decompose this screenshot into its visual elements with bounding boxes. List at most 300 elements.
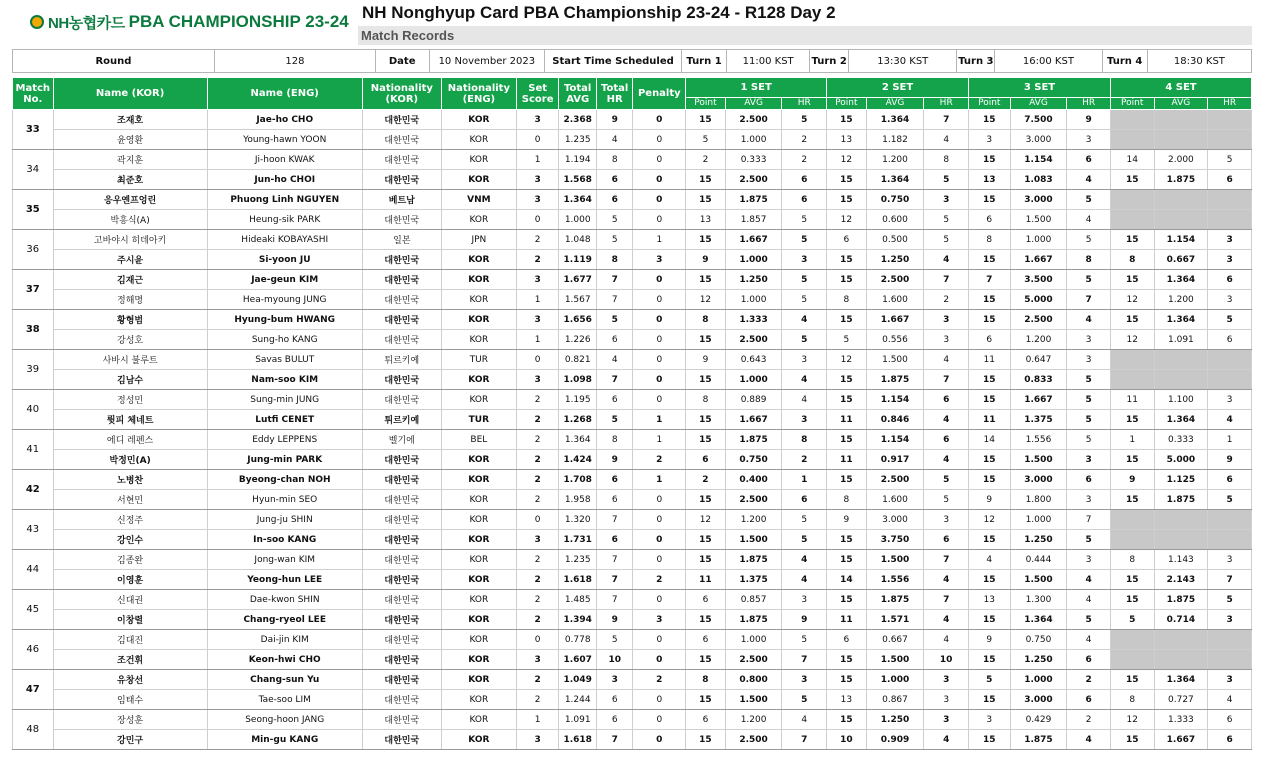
set-1-avg: 0.800: [725, 670, 782, 690]
total-avg: 1.424: [559, 450, 597, 470]
header-match-no: Match No.: [13, 78, 54, 110]
set-4-avg: 1.333: [1154, 710, 1208, 730]
set-1-hr: 3: [782, 350, 827, 370]
set-score: 2: [516, 450, 559, 470]
player-nationality-eng: TUR: [441, 350, 516, 370]
set-3-avg: 1.300: [1010, 590, 1067, 610]
total-hr: 9: [596, 450, 633, 470]
table-row: [13, 350, 1252, 370]
set-3-avg: 0.429: [1010, 710, 1067, 730]
total-avg: 1.091: [559, 710, 597, 730]
penalty: 0: [633, 130, 686, 150]
set-3-hr: 9: [1067, 110, 1111, 130]
player-name-kor: 박정민(A): [53, 450, 207, 470]
player-name-kor: 주시윤: [53, 250, 207, 270]
logo-brand-text: NH농협카드: [48, 14, 125, 32]
penalty: 2: [633, 570, 686, 590]
player-nationality-kor: 대한민국: [362, 330, 441, 350]
set-2-avg: 1.182: [866, 130, 924, 150]
match-number: 38: [13, 310, 54, 350]
total-avg: 1.268: [559, 410, 597, 430]
match-number: 40: [13, 390, 54, 430]
set-4-hr-empty: [1208, 650, 1252, 670]
set-1-avg: 0.857: [725, 590, 782, 610]
penalty: 2: [633, 450, 686, 470]
table-row: [13, 510, 1252, 530]
total-avg: 0.821: [559, 350, 597, 370]
total-hr: 5: [596, 210, 633, 230]
penalty: 1: [633, 430, 686, 450]
set-2-point: 15: [827, 470, 867, 490]
player-name-kor: 서현민: [53, 490, 207, 510]
table-row: [13, 110, 1252, 130]
total-hr: 9: [596, 610, 633, 630]
set-score: 2: [516, 610, 559, 630]
set-2-hr: 7: [924, 370, 969, 390]
table-row: [13, 490, 1252, 510]
header-nationality-kor: Nationality (KOR): [362, 78, 441, 110]
set-3-avg: 1.667: [1010, 250, 1067, 270]
player-name-kor: 최준호: [53, 170, 207, 190]
player-name-eng: Yeong-hun LEE: [207, 570, 362, 590]
set-2-point: 15: [827, 530, 867, 550]
set-3-point: 12: [969, 510, 1011, 530]
set-4-hr: 3: [1208, 550, 1252, 570]
total-avg: 1.618: [559, 570, 597, 590]
set-1-hr: 5: [782, 210, 827, 230]
set-1-avg: 0.889: [725, 390, 782, 410]
player-nationality-eng: KOR: [441, 110, 516, 130]
set-2-point: 13: [827, 130, 867, 150]
player-nationality-eng: KOR: [441, 290, 516, 310]
player-name-eng: Young-hawn YOON: [207, 130, 362, 150]
player-nationality-kor: 대한민국: [362, 670, 441, 690]
set-3-hr: 5: [1067, 530, 1111, 550]
set-2-hr: 5: [924, 210, 969, 230]
set-score: 2: [516, 670, 559, 690]
set-2-avg: 0.750: [866, 190, 924, 210]
set-2-avg: 0.667: [866, 630, 924, 650]
player-nationality-kor: 대한민국: [362, 570, 441, 590]
set-3-hr: 3: [1067, 130, 1111, 150]
set-1-avg: 1.857: [725, 210, 782, 230]
total-hr: 6: [596, 470, 633, 490]
penalty: 0: [633, 290, 686, 310]
player-nationality-eng: KOR: [441, 250, 516, 270]
player-nationality-eng: KOR: [441, 510, 516, 530]
set-2-hr: 3: [924, 690, 969, 710]
penalty: 3: [633, 250, 686, 270]
set-2-avg: 2.500: [866, 470, 924, 490]
set-2-point: 15: [827, 170, 867, 190]
set-2-hr: 6: [924, 390, 969, 410]
set-1-hr: 4: [782, 310, 827, 330]
set-2-avg: 1.364: [866, 110, 924, 130]
set-1-point: 15: [686, 410, 726, 430]
total-hr: 4: [596, 350, 633, 370]
set-2-avg: 1.000: [866, 670, 924, 690]
set-1-point: 9: [686, 250, 726, 270]
set-4-point-empty: [1110, 210, 1154, 230]
round-label: Round: [13, 50, 215, 73]
set-3-hr: 6: [1067, 690, 1111, 710]
set-3-hr: 4: [1067, 570, 1111, 590]
total-avg: 1.049: [559, 670, 597, 690]
player-nationality-kor: 대한민국: [362, 550, 441, 570]
total-avg: 1.394: [559, 610, 597, 630]
table-row: [13, 270, 1252, 290]
set-2-avg: 1.154: [866, 430, 924, 450]
set-score: 2: [516, 590, 559, 610]
set-3-avg: 0.750: [1010, 630, 1067, 650]
total-avg: 1.364: [559, 190, 597, 210]
set-2-point: 8: [827, 490, 867, 510]
table-row: [13, 650, 1252, 670]
set-1-hr: 5: [782, 630, 827, 650]
header-nationality-eng: Nationality (ENG): [441, 78, 516, 110]
player-name-eng: Byeong-chan NOH: [207, 470, 362, 490]
set-4-avg: 1.364: [1154, 670, 1208, 690]
set-2-point: 15: [827, 190, 867, 210]
header-set-1-avg: AVG: [725, 98, 782, 110]
set-2-hr: 4: [924, 570, 969, 590]
set-3-avg: 3.500: [1010, 270, 1067, 290]
set-2-avg: 3.000: [866, 510, 924, 530]
set-1-point: 12: [686, 290, 726, 310]
set-3-point: 14: [969, 430, 1011, 450]
set-1-hr: 3: [782, 670, 827, 690]
set-4-point-empty: [1110, 190, 1154, 210]
match-number: 45: [13, 590, 54, 630]
total-avg: 1.567: [559, 290, 597, 310]
set-score: 3: [516, 310, 559, 330]
player-nationality-eng: KOR: [441, 150, 516, 170]
player-name-kor: 강민구: [53, 730, 207, 750]
header-total-hr: Total HR: [596, 78, 633, 110]
set-2-hr: 4: [924, 730, 969, 750]
set-4-avg: 1.100: [1154, 390, 1208, 410]
player-nationality-eng: KOR: [441, 310, 516, 330]
player-nationality-kor: 대한민국: [362, 530, 441, 550]
set-2-avg: 1.200: [866, 150, 924, 170]
set-4-hr-empty: [1208, 530, 1252, 550]
set-3-avg: 1.500: [1010, 450, 1067, 470]
set-2-point: 15: [827, 650, 867, 670]
set-4-avg-empty: [1154, 130, 1208, 150]
set-1-hr: 5: [782, 290, 827, 310]
set-1-hr: 9: [782, 610, 827, 630]
player-nationality-eng: KOR: [441, 270, 516, 290]
set-2-point: 11: [827, 610, 867, 630]
set-2-point: 15: [827, 390, 867, 410]
penalty: 0: [633, 110, 686, 130]
table-row: [13, 190, 1252, 210]
set-3-avg: 1.250: [1010, 650, 1067, 670]
set-1-avg: 0.333: [725, 150, 782, 170]
set-4-hr: 3: [1208, 610, 1252, 630]
player-nationality-eng: KOR: [441, 570, 516, 590]
total-avg: 1.958: [559, 490, 597, 510]
set-4-point-empty: [1110, 530, 1154, 550]
player-name-eng: Jun-ho CHOI: [207, 170, 362, 190]
set-4-point: 14: [1110, 150, 1154, 170]
set-3-avg: 7.500: [1010, 110, 1067, 130]
set-1-point: 15: [686, 270, 726, 290]
table-row: [13, 250, 1252, 270]
set-1-point: 15: [686, 170, 726, 190]
total-hr: 8: [596, 150, 633, 170]
penalty: 1: [633, 230, 686, 250]
set-2-point: 15: [827, 310, 867, 330]
set-4-hr: 5: [1208, 310, 1252, 330]
set-score: 2: [516, 470, 559, 490]
set-2-hr: 3: [924, 510, 969, 530]
player-name-kor: 에디 레펜스: [53, 430, 207, 450]
set-3-avg: 1.556: [1010, 430, 1067, 450]
total-avg: 1.485: [559, 590, 597, 610]
set-1-hr: 3: [782, 410, 827, 430]
table-row: [13, 410, 1252, 430]
set-score: 0: [516, 510, 559, 530]
table-row: [13, 150, 1252, 170]
set-4-point: 15: [1110, 230, 1154, 250]
player-name-eng: Seong-hoon JANG: [207, 710, 362, 730]
total-hr: 5: [596, 630, 633, 650]
player-name-kor: 김대진: [53, 630, 207, 650]
set-4-point: 15: [1110, 310, 1154, 330]
penalty: 2: [633, 670, 686, 690]
penalty: 0: [633, 350, 686, 370]
page-title: NH Nonghyup Card PBA Championship 23-24 - R128 Day 2: [362, 3, 836, 22]
set-2-hr: 7: [924, 110, 969, 130]
set-3-point: 15: [969, 650, 1011, 670]
player-name-kor: 고바야시 히데아키: [53, 230, 207, 250]
set-3-avg: 1.500: [1010, 570, 1067, 590]
set-2-hr: 6: [924, 430, 969, 450]
player-name-eng: Tae-soo LIM: [207, 690, 362, 710]
total-avg: 1.048: [559, 230, 597, 250]
set-4-hr-empty: [1208, 110, 1252, 130]
table-row: [13, 230, 1252, 250]
set-2-hr: 5: [924, 230, 969, 250]
set-score: 2: [516, 410, 559, 430]
set-2-point: 11: [827, 450, 867, 470]
set-1-point: 15: [686, 430, 726, 450]
set-1-avg: 0.750: [725, 450, 782, 470]
total-hr: 7: [596, 590, 633, 610]
set-3-point: 15: [969, 390, 1011, 410]
table-row: [13, 710, 1252, 730]
set-3-hr: 2: [1067, 710, 1111, 730]
set-2-hr: 4: [924, 410, 969, 430]
total-hr: 6: [596, 190, 633, 210]
set-2-point: 15: [827, 590, 867, 610]
match-number: 35: [13, 190, 54, 230]
date-value: 10 November 2023: [429, 50, 545, 73]
player-nationality-eng: KOR: [441, 330, 516, 350]
player-nationality-eng: KOR: [441, 610, 516, 630]
set-1-hr: 5: [782, 330, 827, 350]
total-hr: 7: [596, 290, 633, 310]
player-nationality-eng: KOR: [441, 550, 516, 570]
header-set-3-hr: HR: [1067, 98, 1111, 110]
set-4-avg-empty: [1154, 190, 1208, 210]
set-4-hr: 5: [1208, 490, 1252, 510]
player-name-eng: Sung-ho KANG: [207, 330, 362, 350]
set-2-avg: 0.500: [866, 230, 924, 250]
set-2-hr: 7: [924, 270, 969, 290]
set-3-point: 15: [969, 690, 1011, 710]
table-row: [13, 430, 1252, 450]
set-3-avg: 1.250: [1010, 530, 1067, 550]
set-3-avg: 3.000: [1010, 470, 1067, 490]
player-name-kor: 신대권: [53, 590, 207, 610]
set-1-point: 6: [686, 710, 726, 730]
table-row: [13, 550, 1252, 570]
player-nationality-kor: 대한민국: [362, 630, 441, 650]
total-hr: 10: [596, 650, 633, 670]
set-3-avg: 3.000: [1010, 190, 1067, 210]
set-4-point: 15: [1110, 570, 1154, 590]
player-nationality-kor: 베트남: [362, 190, 441, 210]
set-3-hr: 5: [1067, 390, 1111, 410]
turn-1-label: Turn 1: [681, 50, 726, 73]
table-row: [13, 130, 1252, 150]
set-1-avg: 1.667: [725, 230, 782, 250]
player-nationality-kor: 대한민국: [362, 470, 441, 490]
total-avg: 1.677: [559, 270, 597, 290]
set-4-hr: 4: [1208, 410, 1252, 430]
player-name-eng: Sung-min JUNG: [207, 390, 362, 410]
table-row: [13, 370, 1252, 390]
set-1-point: 8: [686, 390, 726, 410]
match-number: 47: [13, 670, 54, 710]
set-4-point-empty: [1110, 110, 1154, 130]
set-3-hr: 5: [1067, 610, 1111, 630]
total-avg: 1.226: [559, 330, 597, 350]
total-avg: 1.244: [559, 690, 597, 710]
set-3-point: 3: [969, 130, 1011, 150]
set-2-point: 12: [827, 210, 867, 230]
total-avg: 1.119: [559, 250, 597, 270]
turn-4-label: Turn 4: [1102, 50, 1147, 73]
set-3-point: 13: [969, 170, 1011, 190]
set-1-avg: 1.000: [725, 370, 782, 390]
penalty: 1: [633, 410, 686, 430]
set-4-hr: 5: [1208, 590, 1252, 610]
set-score: 3: [516, 730, 559, 750]
table-row: [13, 330, 1252, 350]
set-1-point: 15: [686, 530, 726, 550]
set-4-hr-empty: [1208, 510, 1252, 530]
set-1-avg: 2.500: [725, 730, 782, 750]
set-4-avg: 1.154: [1154, 230, 1208, 250]
set-3-point: 15: [969, 610, 1011, 630]
set-4-hr: 6: [1208, 270, 1252, 290]
table-row: [13, 610, 1252, 630]
set-4-hr: 3: [1208, 250, 1252, 270]
set-3-avg: 3.000: [1010, 690, 1067, 710]
set-3-point: 15: [969, 730, 1011, 750]
set-3-point: 4: [969, 550, 1011, 570]
set-score: 3: [516, 110, 559, 130]
total-avg: 1.194: [559, 150, 597, 170]
header-set-2-avg: AVG: [866, 98, 924, 110]
player-nationality-eng: KOR: [441, 630, 516, 650]
set-4-point-empty: [1110, 650, 1154, 670]
set-score: 3: [516, 650, 559, 670]
set-4-avg-empty: [1154, 510, 1208, 530]
set-4-hr-empty: [1208, 190, 1252, 210]
set-3-point: 15: [969, 450, 1011, 470]
player-nationality-eng: KOR: [441, 690, 516, 710]
set-3-point: 15: [969, 250, 1011, 270]
player-name-eng: Ji-hoon KWAK: [207, 150, 362, 170]
player-name-kor: 정성민: [53, 390, 207, 410]
total-hr: 4: [596, 130, 633, 150]
set-3-point: 15: [969, 290, 1011, 310]
player-name-eng: Phuong Linh NGUYEN: [207, 190, 362, 210]
set-2-point: 12: [827, 350, 867, 370]
set-2-avg: 1.154: [866, 390, 924, 410]
player-name-kor: 박흥식(A): [53, 210, 207, 230]
set-4-avg-empty: [1154, 530, 1208, 550]
set-3-hr: 7: [1067, 290, 1111, 310]
player-nationality-kor: 대한민국: [362, 730, 441, 750]
set-score: 3: [516, 370, 559, 390]
set-3-point: 9: [969, 630, 1011, 650]
set-2-hr: 5: [924, 170, 969, 190]
set-3-hr: 4: [1067, 590, 1111, 610]
set-2-point: 15: [827, 710, 867, 730]
set-3-hr: 6: [1067, 150, 1111, 170]
set-1-point: 15: [686, 490, 726, 510]
set-1-point: 15: [686, 330, 726, 350]
set-3-point: 15: [969, 310, 1011, 330]
set-3-point: 7: [969, 270, 1011, 290]
penalty: 0: [633, 210, 686, 230]
player-name-kor: 사바시 불루트: [53, 350, 207, 370]
header-name-kor: Name (KOR): [53, 78, 207, 110]
player-nationality-eng: KOR: [441, 590, 516, 610]
set-3-avg: 0.833: [1010, 370, 1067, 390]
start-time-label: Start Time Scheduled: [545, 50, 682, 73]
player-name-kor: 윤영환: [53, 130, 207, 150]
set-2-hr: 10: [924, 650, 969, 670]
set-1-hr: 5: [782, 690, 827, 710]
total-hr: 5: [596, 410, 633, 430]
total-hr: 7: [596, 570, 633, 590]
player-nationality-kor: 대한민국: [362, 590, 441, 610]
set-2-avg: 0.846: [866, 410, 924, 430]
set-score: 2: [516, 490, 559, 510]
set-2-avg: 1.364: [866, 170, 924, 190]
set-2-avg: 1.500: [866, 350, 924, 370]
set-4-avg-empty: [1154, 210, 1208, 230]
player-nationality-kor: 대한민국: [362, 110, 441, 130]
set-2-point: 9: [827, 510, 867, 530]
header-set-3: 3 SET: [969, 78, 1111, 98]
total-avg: 1.708: [559, 470, 597, 490]
round-value: 128: [214, 50, 375, 73]
player-name-kor: 조재호: [53, 110, 207, 130]
set-4-avg: 1.143: [1154, 550, 1208, 570]
set-4-avg: 1.091: [1154, 330, 1208, 350]
set-2-avg: 1.875: [866, 590, 924, 610]
header-set-2: 2 SET: [827, 78, 969, 98]
set-1-avg: 2.500: [725, 650, 782, 670]
set-4-hr: 3: [1208, 390, 1252, 410]
